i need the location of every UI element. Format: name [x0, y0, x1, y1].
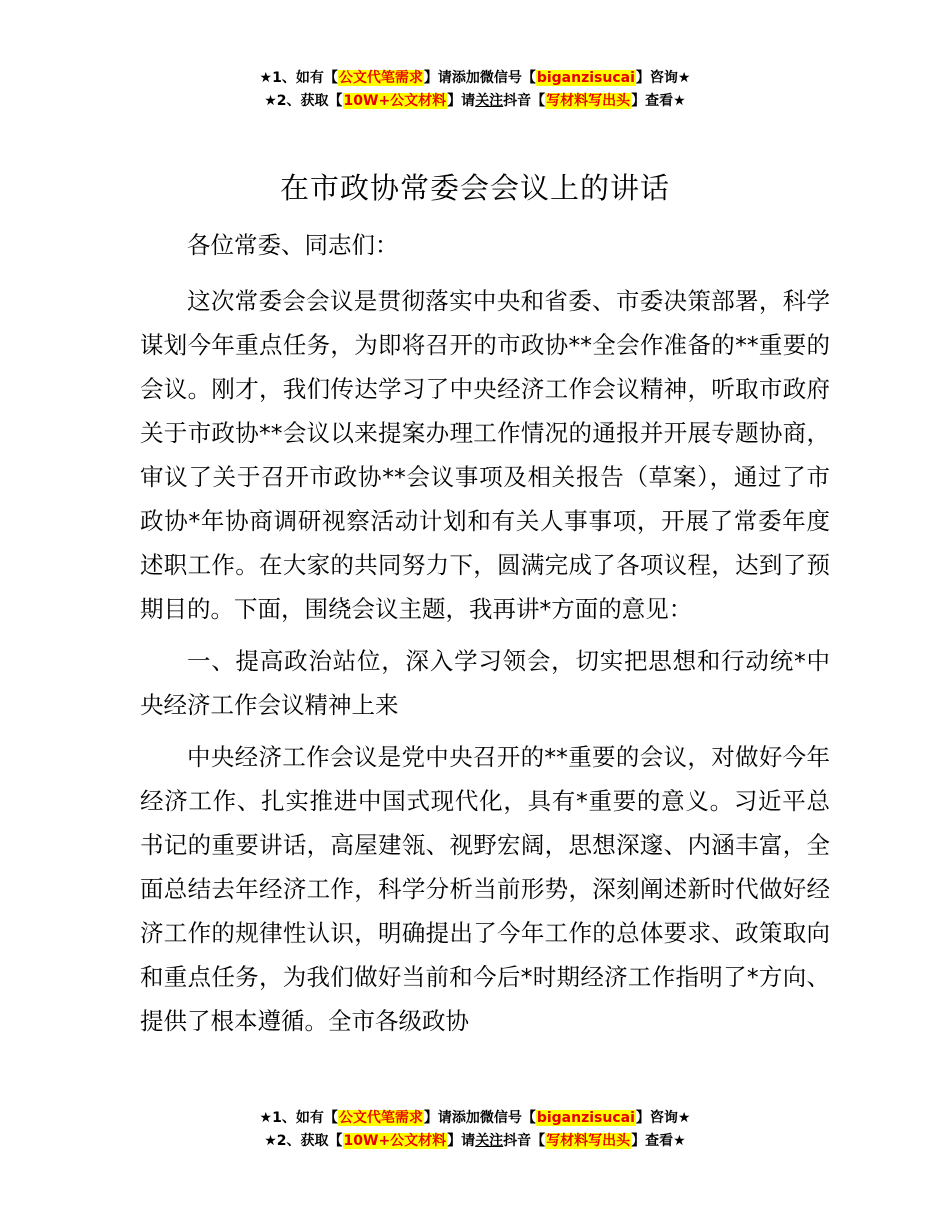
banner-text: ★1、如有【	[259, 70, 338, 86]
banner-line-2	[0, 90, 950, 113]
footer-ad-banner	[0, 1107, 950, 1153]
document-title: 在市政协常委会会议上的讲话	[279, 171, 670, 205]
banner-text: ★1、如有【	[259, 1110, 338, 1126]
banner-highlight-douyin-account: 写材料写出头	[546, 1133, 631, 1149]
banner-line-2	[0, 1130, 950, 1153]
body-paragraph: 中央经济工作会议是党中央召开的**重要的会议，对做好今年经济工作、扎实推进中国式现代化，具有*重要的意义。习近平总书记的重要讲话，高屋建瓴、视野宏阔，思想深邃、内涵丰富，全面总结去年经济工作，科学分析当前形势，深刻阐述新时代做好经济工作的规律性认识，明确提出了今年工作的总体要求、政策取向和重点任务，为我们做好当前和今后*时期经济工作指明了*方向、提供了根本遵循。全市各级政协	[140, 743, 830, 1035]
banner-text: 抖音【	[503, 93, 546, 109]
banner-line-1	[0, 1107, 950, 1130]
banner-text: 抖音【	[503, 1133, 546, 1149]
banner-highlight-douyin-account: 写材料写出头	[546, 93, 631, 109]
banner-text: 】查看★	[631, 93, 686, 109]
greeting: 各位常委、同志们：	[187, 231, 399, 259]
banner-text: 】请	[447, 93, 476, 109]
banner-text: 】请添加	[423, 70, 480, 86]
banner-highlight-materials: 10W+公文材料	[343, 1133, 447, 1149]
banner-line-1	[0, 67, 950, 90]
section-heading: 一、提高政治站位，深入学习领会，切实把思想和行动统*中央经济工作会议精神上来	[140, 647, 830, 719]
banner-text: 】请	[447, 1133, 476, 1149]
banner-text: 】查看★	[631, 1133, 686, 1149]
banner-text: 】咨询★	[635, 1110, 691, 1126]
banner-text: ★2、获取【	[264, 93, 343, 109]
banner-highlight-wechat-id: biganzisucai	[536, 70, 635, 86]
banner-highlight-materials: 10W+公文材料	[343, 93, 447, 109]
header-ad-banner	[0, 67, 950, 113]
banner-text: 微信号【	[479, 1110, 536, 1126]
document-body	[140, 223, 830, 1051]
banner-text: 微信号【	[479, 70, 536, 86]
banner-follow-text: 关注	[475, 1133, 504, 1149]
banner-highlight-wechat-id: biganzisucai	[536, 1110, 635, 1126]
body-paragraph: 这次常委会会议是贯彻落实中央和省委、市委决策部署，科学谋划今年重点任务，为即将召开的市政协**全会作准备的**重要的会议。刚才，我们传达学习了中央经济工作会议精神，听取市政府关于市政协**会议以来提案办理工作情况的通报并开展专题协商，审议了关于召开市政协**会议事项及相关报告（草案），通过了市政协*年协商调研视察活动计划和有关人事事项，开展了常委年度述职工作。在大家的共同努力下，圆满完成了各项议程，达到了预期目的。下面，围绕会议主题，我再讲*方面的意见：	[140, 287, 830, 623]
banner-highlight-ghostwriting: 公文代笔需求	[338, 1110, 423, 1126]
banner-highlight-ghostwriting: 公文代笔需求	[338, 70, 423, 86]
banner-follow-text: 关注	[475, 93, 504, 109]
banner-text: 】请添加	[423, 1110, 480, 1126]
banner-text: ★2、获取【	[264, 1133, 343, 1149]
banner-text: 】咨询★	[635, 70, 691, 86]
